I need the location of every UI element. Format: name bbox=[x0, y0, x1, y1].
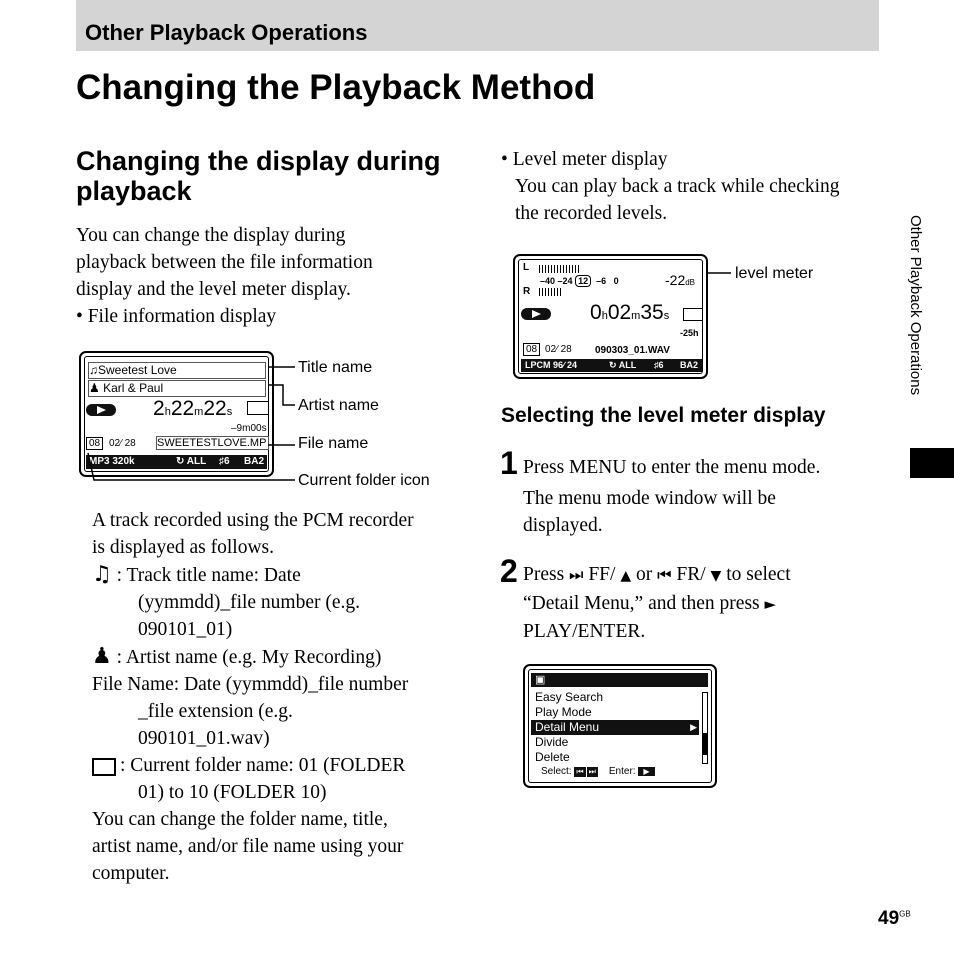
remaining-time: -25h bbox=[680, 328, 699, 338]
play-icon: ► bbox=[764, 595, 777, 613]
codec-label: MP3 320k bbox=[89, 456, 135, 467]
text-line: the recorded levels. bbox=[515, 203, 668, 224]
menu-item-easy-search[interactable]: Easy Search bbox=[535, 690, 604, 704]
text-line: “Detail Menu,” and then press ► bbox=[523, 593, 777, 614]
menu-item-detail-menu[interactable]: Detail Menu ▶ bbox=[531, 720, 699, 735]
text-line: 090101_01) bbox=[138, 619, 233, 640]
repeat-label: ↻ ALL bbox=[176, 456, 207, 467]
callout-folder-icon: Current folder icon bbox=[298, 472, 430, 489]
menu-display bbox=[523, 664, 717, 788]
text-line: PLAY/ENTER. bbox=[523, 621, 646, 642]
text-line: Press ⏭ FF/ ▲ or ⏮ FR/ ▼ to select bbox=[523, 564, 791, 585]
battery-icon bbox=[683, 308, 703, 321]
meter-scale: –40 –24 12 –6 0 bbox=[540, 276, 619, 286]
fr-icon: ⏮ bbox=[657, 565, 672, 584]
callout-file-name: File name bbox=[298, 435, 369, 452]
toolbox-icon: ▣ bbox=[535, 674, 546, 686]
person-icon: ♟ bbox=[89, 381, 100, 395]
scrollbar[interactable] bbox=[702, 692, 708, 764]
bullet-file-info: • File information display bbox=[76, 306, 277, 327]
section-header: Other Playback Operations bbox=[85, 20, 368, 45]
folder-number: 08 bbox=[86, 437, 103, 450]
remaining-time: –9m00s bbox=[231, 423, 267, 434]
right-channel: R bbox=[523, 286, 531, 297]
folder-icon bbox=[92, 758, 116, 776]
callout-title-name: Title name bbox=[298, 359, 373, 376]
step-2-text bbox=[523, 561, 883, 645]
ff-icon: ⏭ bbox=[588, 767, 596, 776]
text-line: File Name: Date (yymmdd)_file number bbox=[92, 674, 409, 695]
down-arrow-icon: ▼ bbox=[710, 568, 722, 584]
step-1-text bbox=[523, 454, 883, 539]
menu-footer: Select: ⏮ ⏭ Enter: ▶ bbox=[541, 766, 655, 777]
step-number-1: 1 bbox=[500, 445, 518, 481]
text-line: 090101_01.wav) bbox=[138, 728, 270, 749]
subsection-title: Changing the display during playback bbox=[76, 146, 441, 206]
folder-line: : Current folder name: 01 (FOLDER bbox=[92, 752, 472, 779]
text-line: You can change the display during bbox=[76, 225, 346, 246]
left-level-bar bbox=[539, 265, 579, 273]
folder-number: 08 bbox=[523, 343, 540, 356]
page-number: $49^{GB}$ bbox=[878, 908, 911, 929]
step-number-2: 2 bbox=[500, 553, 518, 589]
track-title-line: ♫ : Track title name: Date bbox=[92, 562, 301, 587]
text-line: You can change the folder name, title, bbox=[92, 809, 388, 830]
artist-line: ♟ : Artist name (e.g. My Recording) bbox=[92, 644, 382, 669]
text-line: (yymmdd)_file number (e.g. bbox=[138, 592, 361, 613]
page-title: Changing the Playback Method bbox=[76, 68, 596, 107]
db-readout: -22dB bbox=[665, 272, 696, 288]
left-channel: L bbox=[523, 262, 530, 273]
up-arrow-icon: ▲ bbox=[620, 568, 632, 584]
text-line: computer. bbox=[92, 863, 170, 884]
pcm-description bbox=[92, 507, 472, 887]
text-line: is displayed as follows. bbox=[92, 537, 274, 558]
menu-item-delete[interactable]: Delete bbox=[535, 750, 570, 764]
elapsed-time: 0h02m35s bbox=[590, 301, 670, 324]
title-name: Sweetest Love bbox=[98, 363, 177, 377]
repeat-label: ↻ ALL bbox=[609, 360, 637, 370]
select-heading: Selecting the level meter display bbox=[501, 404, 826, 427]
bullet-level-meter: • Level meter display bbox=[501, 149, 668, 170]
track-number: 02∕ 28 bbox=[109, 438, 136, 449]
mode-label: BA2 bbox=[680, 360, 699, 370]
text-line: You can play back a track while checking bbox=[515, 176, 840, 197]
track-count: ♯6 bbox=[654, 360, 664, 370]
level-meter-text bbox=[501, 146, 881, 227]
elapsed-time: 2h22m22s bbox=[153, 397, 233, 420]
text-line: _file extension (e.g. bbox=[138, 701, 293, 722]
text-line: Press MENU to enter the menu mode. bbox=[523, 457, 821, 478]
menu-item-play-mode[interactable]: Play Mode bbox=[535, 705, 592, 719]
text-line: playback between the file information bbox=[76, 252, 373, 273]
file-name: 090303_01.WAV bbox=[595, 345, 670, 356]
text-line: A track recorded using the PCM recorder bbox=[92, 510, 414, 531]
text-line: display and the level meter display. bbox=[76, 279, 351, 300]
level-meter-display bbox=[513, 254, 708, 379]
track-count: ♯6 bbox=[219, 456, 230, 467]
right-level-bar bbox=[539, 288, 561, 296]
note-icon: ♫ bbox=[89, 363, 98, 377]
play-icon bbox=[521, 308, 551, 320]
file-name: SWEETESTLOVE.MP bbox=[156, 436, 269, 450]
mode-label: BA2 bbox=[244, 456, 265, 467]
menu-list bbox=[531, 690, 699, 765]
fr-icon: ⏮ bbox=[576, 767, 584, 776]
callout-artist-name: Artist name bbox=[298, 397, 379, 414]
text-line: 01) to 10 (FOLDER 10) bbox=[138, 782, 327, 803]
status-bar bbox=[521, 359, 702, 372]
text-line: The menu mode window will be bbox=[523, 488, 776, 509]
arrow-right-icon: ▶ bbox=[690, 722, 697, 732]
codec-label: LPCM 96∕ 24 bbox=[525, 360, 578, 370]
person-icon: ♟ bbox=[92, 644, 112, 669]
page-suffix: GB bbox=[899, 909, 911, 919]
track-number: 02∕ 28 bbox=[545, 344, 572, 355]
side-label: Other Playback Operations bbox=[907, 215, 924, 396]
side-tab-marker bbox=[910, 448, 954, 478]
ff-icon: ⏭ bbox=[569, 565, 584, 584]
text-line: displayed. bbox=[523, 515, 603, 536]
text-line: artist name, and/or file name using your bbox=[92, 836, 404, 857]
menu-item-divide[interactable]: Divide bbox=[535, 735, 569, 749]
play-icon: ▶ bbox=[638, 767, 654, 776]
menu-header bbox=[531, 673, 708, 687]
note-icon: ♫ bbox=[92, 562, 112, 587]
callout-level-meter: level meter bbox=[735, 265, 814, 282]
artist-name: Karl & Paul bbox=[103, 381, 164, 395]
